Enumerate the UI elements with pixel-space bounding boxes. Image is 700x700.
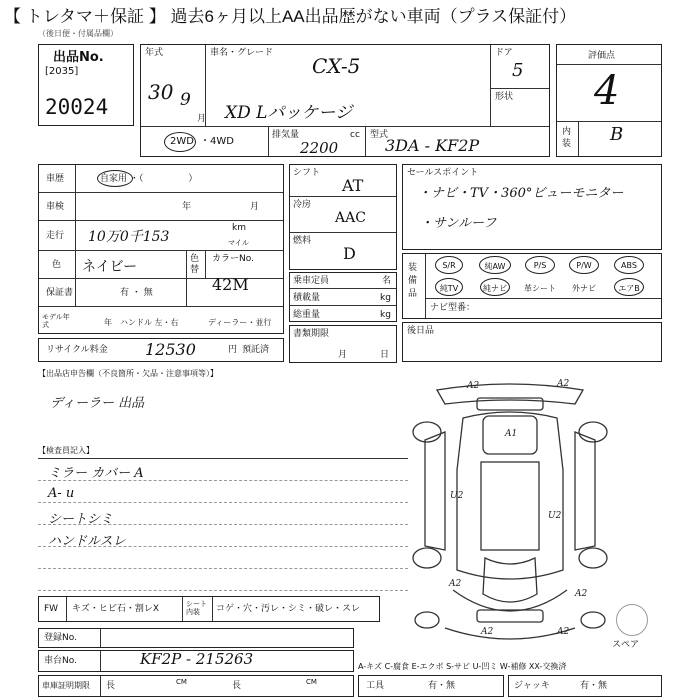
equip-ext-navi: 外ナビ: [572, 284, 596, 293]
mark-a2-1: A2: [467, 381, 480, 391]
load-label: 積載量: [293, 293, 321, 303]
drive-2wd-circle: [164, 132, 196, 152]
seat-label: シート内装: [186, 600, 207, 616]
ac-value: AAC: [335, 210, 366, 226]
displacement-value: 2200: [300, 139, 339, 157]
score-label: 評価点: [588, 51, 616, 61]
cert-label: 車庫証明期限: [42, 681, 90, 690]
fw-label: FW: [44, 604, 59, 614]
equip-sr: S/R: [442, 261, 456, 270]
jack-value: 有・無: [580, 681, 608, 691]
gross-unit: kg: [380, 310, 391, 320]
interior-label: 内装: [562, 127, 572, 149]
fuel-label: 燃料: [293, 236, 312, 246]
equip-abs: ABS: [621, 261, 637, 270]
doc-deadline-day: 日: [380, 350, 390, 360]
store-notes-label: 【出品店申告欄（不良箇所・欠品・注意事項等）】: [38, 369, 218, 378]
load-unit: kg: [380, 293, 391, 303]
model-code-value: 3DA - KF2P: [385, 136, 480, 155]
shaken-year: 年: [182, 202, 192, 212]
spare-label: スペア: [612, 640, 640, 650]
mileage-value: 10万0千153: [88, 229, 170, 245]
lot-label: 出品No.: [53, 50, 104, 65]
sales-points-line2: ・サンルーフ: [420, 216, 497, 231]
recycle-label: リサイクル料金: [46, 345, 108, 355]
doors-label: ドア: [495, 48, 513, 58]
year-value: 30: [148, 80, 174, 104]
lot-number: 20024: [45, 95, 109, 119]
mark-u2-1: U2: [450, 491, 464, 501]
inspector-line2: A- u: [48, 486, 75, 501]
spare-tire-icon: [616, 604, 648, 636]
gross-label: 総重量: [293, 310, 321, 320]
inspector-line4: ハンドルスレ: [48, 534, 126, 549]
year-label: 年式: [145, 48, 164, 58]
mark-a1: A1: [505, 429, 518, 439]
mark-a2-2: A2: [557, 379, 570, 389]
seat-items: コゲ・穴・汚レ・シミ・破レ・スレ: [216, 604, 361, 614]
color-label: 色: [52, 260, 62, 270]
equip-airbag: エアB: [618, 284, 640, 293]
mileage-unit-mile: マイル: [228, 239, 249, 247]
history-value: 自家用 ・（ ）: [100, 174, 198, 184]
store-notes-text: ディーラー 出品: [50, 396, 145, 411]
equipment-label: 装備品: [408, 263, 418, 299]
color-value: ネイビー: [82, 259, 138, 275]
cert-item1: 長: [106, 681, 116, 691]
displacement-label: 排気量: [272, 130, 300, 140]
mark-a2-3: A2: [449, 579, 462, 589]
sales-points-label: セールスポイント: [407, 168, 479, 178]
shaken-label: 車検: [46, 202, 65, 212]
fuel-value: D: [343, 244, 356, 263]
warranty-label: 保証書: [46, 288, 74, 298]
capacity-unit: 名: [382, 276, 392, 286]
recycle-deposit: 預託済: [242, 345, 270, 355]
inspector-label: 【検査員記入】: [38, 446, 94, 455]
model-year-handle: ハンドル 左・右: [120, 318, 179, 327]
shift-label: シフト: [293, 168, 321, 178]
inspector-line1: ミラー カバー A: [48, 466, 144, 481]
equip-pw: P/W: [576, 261, 592, 270]
doc-deadline-month: 月: [338, 350, 348, 360]
doors-value: 5: [512, 60, 524, 81]
doc-deadline-label: 書類期限: [293, 329, 330, 339]
cert-item3: 長: [232, 681, 242, 691]
history-label: 車歴: [46, 174, 65, 184]
car-damage-diagram: [405, 370, 615, 660]
score-value: 4: [594, 68, 620, 114]
chassis-label: 車台No.: [44, 656, 77, 666]
history-circle: [97, 170, 133, 187]
inspector-line3: シートシミ: [48, 512, 114, 527]
drive-2wd: 2WD: [170, 136, 194, 147]
sales-points-line1: ・ナビ・TV・360°ビューモニター: [418, 186, 624, 201]
sub-header: （後日便・付属品欄）: [38, 29, 118, 38]
model-year-dealer: ディーラー・並行: [208, 318, 272, 327]
chassis-value: KF2P - 215263: [140, 650, 254, 668]
equip-tv: 純TV: [439, 284, 459, 293]
color-change-label: 色替: [190, 254, 200, 275]
car-grade: XD Lパッケージ: [225, 103, 353, 123]
year-month-label: 月: [197, 114, 207, 124]
year-month: 9: [180, 90, 191, 110]
model-year-label: モデル年式: [42, 313, 70, 329]
equip-navi: 純ナビ: [483, 284, 507, 293]
tools-value: 有・無: [428, 681, 456, 691]
later-docs-box: [402, 322, 662, 362]
recycle-unit: 円: [228, 345, 238, 355]
equip-leather: 革シート: [524, 284, 556, 293]
model-code-label: 型式: [370, 130, 389, 140]
shape-label: 形状: [495, 92, 514, 102]
interior-value: B: [610, 124, 624, 145]
car-name: CX-5: [312, 54, 361, 78]
mark-a2-4: A2: [575, 589, 588, 599]
mileage-label: 走行: [46, 231, 65, 241]
drive-4wd: ・4WD: [200, 136, 234, 147]
shift-value: AT: [342, 176, 364, 195]
lot-box: [38, 44, 134, 126]
shaken-month: 月: [250, 202, 260, 212]
jack-label: ジャッキ: [514, 681, 550, 691]
cert-item2: CM: [176, 678, 187, 686]
mark-a2-5: A2: [481, 627, 494, 637]
ac-label: 冷房: [293, 200, 312, 210]
equip-aw: 純AW: [484, 262, 506, 271]
later-docs-label: 後日品: [407, 326, 435, 336]
fw-items: キズ・ヒビ石・割レX: [72, 604, 159, 614]
registration-box: [38, 628, 354, 648]
damage-legend: A-キズ C-腐食 E-エクボ S-サビ U-凹ミ W-補修 XX-交換済: [358, 662, 567, 671]
displacement-unit: cc: [350, 130, 360, 140]
banner: 【 トレタマ＋保証 】 過去6ヶ月以上AA出品歴がない車両（プラス保証付）: [4, 7, 577, 26]
recycle-value: 12530: [145, 340, 196, 359]
lot-code: [2035]: [45, 66, 79, 77]
model-year-year: 年: [104, 318, 112, 327]
mark-a2-6: A2: [557, 627, 570, 637]
cert-item4: CM: [306, 678, 317, 686]
navi-model-label: ナビ型番：: [430, 303, 476, 313]
color-code-label: カラーNo.: [212, 254, 254, 264]
warranty-value: 有 ・ 無: [120, 288, 153, 298]
color-code-value: 42M: [212, 275, 249, 294]
mileage-unit-km: km: [232, 223, 246, 233]
equip-ps: P/S: [533, 261, 547, 270]
tools-label: 工具: [366, 681, 385, 691]
registration-label: 登録No.: [44, 633, 77, 643]
capacity-label: 乗車定員: [293, 276, 330, 286]
mark-u2-2: U2: [548, 511, 562, 521]
name-label: 車名・グレード: [210, 48, 274, 58]
